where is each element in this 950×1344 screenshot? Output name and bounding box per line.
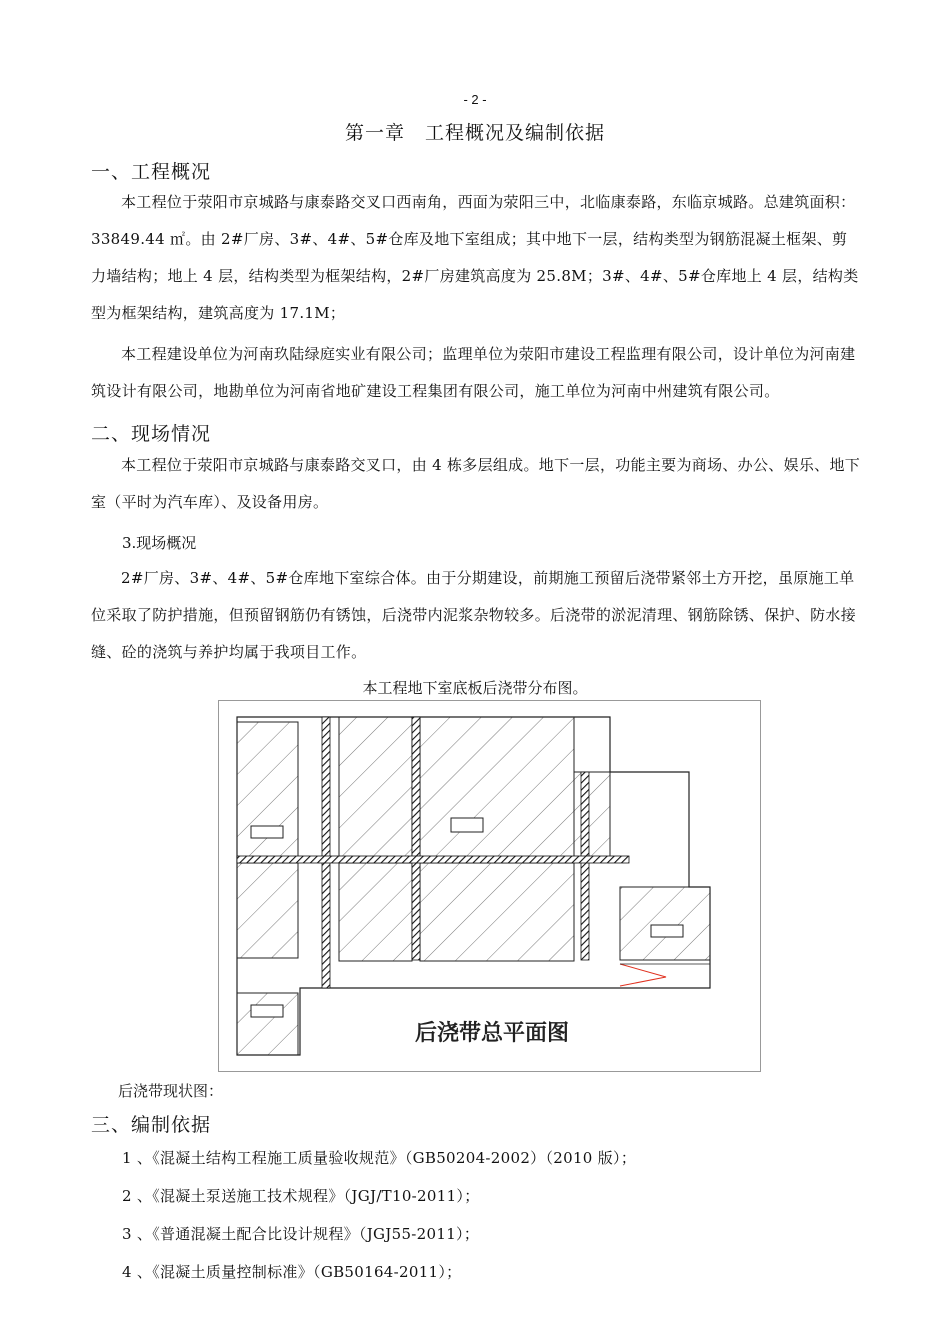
section1-heading: 一、工程概况: [91, 161, 212, 183]
strip-horizontal: [237, 856, 629, 863]
section3-heading: 三、编制依据: [91, 1114, 212, 1136]
section2-heading: 二、现场情况: [91, 423, 212, 445]
label-box-left: [251, 826, 283, 838]
section2-para1: 本工程位于荥阳市京城路与康泰路交叉口，由 4 栋多层组成。地下一层，功能主要为商场、办公、娱乐、地下室（平时为汽车库）、及设备用房。: [91, 456, 861, 511]
strip-vertical-2: [412, 717, 420, 960]
block-right-top: [574, 772, 610, 857]
block-center-top-left: [339, 717, 412, 857]
label-box-center: [451, 818, 483, 832]
figure-caption: 本工程地下室底板后浇带分布图。: [362, 679, 588, 697]
chapter-title: 第一章 工程概况及编制依据: [344, 122, 605, 144]
label-box-bottom: [251, 1005, 283, 1017]
strip-vertical-3: [581, 772, 589, 960]
section2-para2: 2#厂房、3#、4#、5#仓库地下室综合体。由于分期建设，前期施工预留后浇带紧邻土方开挖，虽原施工单位采取了防护措施，但预留钢筋仍有锈蚀，后浇带内泥浆杂物较多。后浇带的淤泥清理、钢筋除锈、保护、防水接缝、砼的浇筑与养护均属于我项目工作。: [91, 569, 857, 661]
basis-item-4: 4 、《混凝土质量控制标准》（GB50164-2011）；: [122, 1263, 462, 1281]
block-center-bottom-left: [339, 863, 412, 961]
block-center-bottom-right: [420, 863, 574, 961]
block-center-top-right: [420, 717, 574, 857]
figure-note: 后浇带现状图：: [118, 1082, 224, 1100]
section1-para2: 本工程建设单位为河南玖陆绿庭实业有限公司；监理单位为荥阳市建设工程监理有限公司，设计单位为河南建筑设计有限公司，地勘单位为河南省地矿建设工程集团有限公司，施工单位为河南中州建筑有限公司。: [91, 345, 856, 400]
block-bottom-left: [237, 993, 298, 1055]
strip-vertical-1: [322, 717, 330, 988]
label-box-annex: [651, 925, 683, 937]
post-pour-strip-plan-figure: [218, 700, 761, 1072]
basis-item-1: 1 、《混凝土结构工程施工质量验收规范》（GB50204-2002）（2010 版）；: [122, 1149, 637, 1167]
section1-para1: 本工程位于荥阳市京城路与康泰路交叉口西南角，西面为荥阳三中，北临康泰路，东临京城路。总建筑面积：33849.44 ㎡。由 2#厂房、3#、4#、5#仓库及地下室组成；其中地下一层，结构类型为钢筋混凝土框架、剪力墙结构；地上 4 层，结构类型为框架结构，2#厂房建筑高度为 25.8M；3#、4#、5#仓库地上 4 层，结构类型为框架结构，建筑高度为 17.1M；: [91, 193, 859, 322]
basis-item-3: 3 、《普通混凝土配合比设计规程》（JGJ55-2011）；: [122, 1225, 480, 1243]
block-right-annex: [620, 887, 710, 960]
basis-item-2: 2 、《混凝土泵送施工技术规程》（JGJ/T10-2011）；: [122, 1187, 480, 1205]
section2-subheading: 3.现场概况: [122, 534, 197, 552]
figure-title: 后浇带总平面图: [415, 1021, 570, 1046]
page-number: - 2 -: [463, 92, 487, 107]
block-left-mid: [237, 863, 298, 958]
